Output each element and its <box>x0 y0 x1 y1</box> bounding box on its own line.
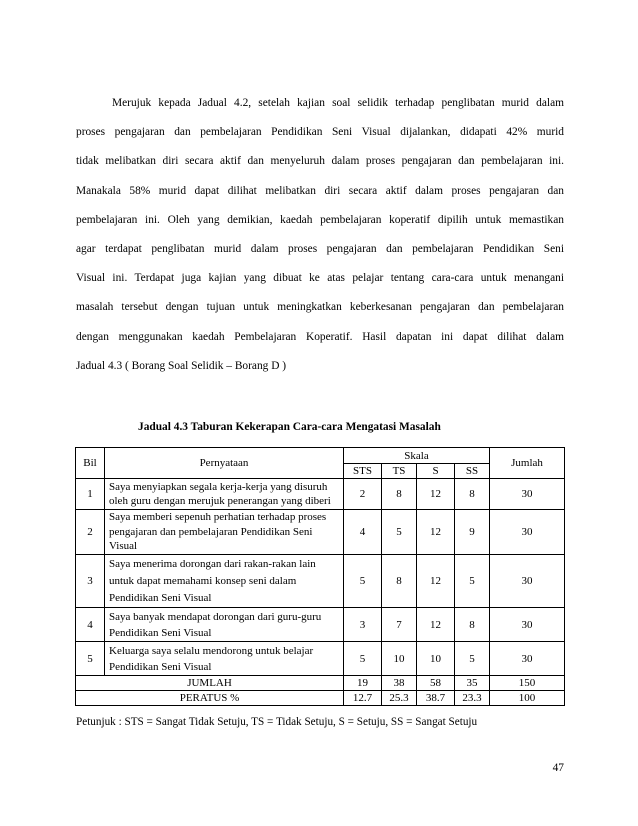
statement-line: Pendidikan Seni Visual <box>109 591 212 604</box>
statement-line: Keluarga saya selalu mendorong untuk belajar <box>109 644 314 657</box>
cell-s: 58 <box>417 676 455 691</box>
statement-line: pengajaran dan pembelajaran Pendidikan Seni <box>109 525 313 538</box>
statement-line: Pendidikan Seni Visual <box>109 626 212 639</box>
table-row <box>76 608 565 642</box>
header-s: S <box>417 464 455 479</box>
header-bil: Bil <box>76 448 105 479</box>
cell-ts: 8 <box>382 555 417 608</box>
frequency-table <box>75 447 565 706</box>
paragraph-line: Jadual 4.3 ( Borang Soal Selidik – Borang D ) <box>76 359 287 372</box>
paragraph-line: Merujuk kepada Jadual 4.2, setelah kajian soal selidik terhadap penglibatan murid dalam <box>112 97 564 109</box>
cell-sts: 2 <box>344 479 382 510</box>
cell-bil: 1 <box>76 479 105 510</box>
cell-sts: 5 <box>344 642 382 676</box>
cell-ss: 23.3 <box>455 691 490 706</box>
statement-line: oleh guru dengan merujuk penerangan yang diberi <box>109 495 331 507</box>
cell-bil: 4 <box>76 608 105 642</box>
cell-ts: 25.3 <box>382 691 417 706</box>
cell-ss: 35 <box>455 676 490 691</box>
paragraph-line: tidak melibatkan diri secara aktif dan menyeluruh dalam proses pengajaran dan pembelajaran ini. <box>76 155 564 168</box>
cell-s: 12 <box>417 510 455 555</box>
statement-line: Saya memberi sepenuh perhatian terhadap proses <box>109 511 327 524</box>
statement-line: Visual <box>109 540 138 553</box>
table-caption: Jadual 4.3 Taburan Kekerapan Cara-cara Mengatasi Masalah <box>138 421 441 433</box>
statement-line: Saya menerima dorongan dari rakan-rakan lain <box>109 557 316 570</box>
table-row <box>76 510 565 555</box>
cell-sts: 12.7 <box>344 691 382 706</box>
cell-jumlah: 30 <box>490 642 565 676</box>
table-legend-note: Petunjuk : STS = Sangat Tidak Setuju, TS = Tidak Setuju, S = Setuju, SS = Sangat Setuju <box>76 716 478 728</box>
table-row <box>76 642 565 676</box>
cell-ts: 38 <box>382 676 417 691</box>
cell-s: 10 <box>417 642 455 676</box>
header-skala: Skala <box>344 448 490 464</box>
cell-pernyataan <box>105 642 344 676</box>
header-jumlah: Jumlah <box>490 448 565 479</box>
cell-jumlah: 100 <box>490 691 565 706</box>
jumlah-row <box>76 676 565 691</box>
table-row <box>76 555 565 608</box>
cell-s: 12 <box>417 608 455 642</box>
cell-bil: 3 <box>76 555 105 608</box>
paragraph-line: Manakala 58% murid dapat dilihat melibatkan diri secara aktif dalam proses pengajaran dan <box>76 184 564 197</box>
cell-ts: 10 <box>382 642 417 676</box>
body-paragraph <box>76 89 564 381</box>
cell-pernyataan <box>105 510 344 555</box>
header-ts: TS <box>382 464 417 479</box>
statement-line: Saya menyiapkan segala kerja-kerja yang disuruh <box>109 480 328 493</box>
cell-ts: 7 <box>382 608 417 642</box>
cell-ss: 9 <box>455 510 490 555</box>
header-sts: STS <box>344 464 382 479</box>
cell-ss: 5 <box>455 555 490 608</box>
cell-sts: 4 <box>344 510 382 555</box>
statement-line: Saya banyak mendapat dorongan dari guru-guru <box>109 610 322 623</box>
page-number: 47 <box>552 762 564 774</box>
cell-sts: 19 <box>344 676 382 691</box>
cell-jumlah: 30 <box>490 608 565 642</box>
cell-pernyataan <box>105 479 344 510</box>
cell-bil: 5 <box>76 642 105 676</box>
jumlah-label: JUMLAH <box>76 676 344 691</box>
cell-ts: 5 <box>382 510 417 555</box>
paragraph-line: masalah tersebut dengan tujuan untuk meningkatkan keberkesanan pengajaran dan pembelajaran <box>76 301 564 314</box>
cell-jumlah: 30 <box>490 510 565 555</box>
cell-s: 12 <box>417 555 455 608</box>
header-ss: SS <box>455 464 490 479</box>
paragraph-line: dengan menggunakan kaedah Pembelajaran Koperatif. Hasil dapatan ini dapat dilihat dalam <box>76 330 564 343</box>
table-header-row <box>76 448 565 464</box>
cell-ts: 8 <box>382 479 417 510</box>
cell-pernyataan <box>105 608 344 642</box>
peratus-label: PERATUS % <box>76 691 344 706</box>
cell-sts: 3 <box>344 608 382 642</box>
paragraph-line: agar terdapat penglibatan murid dalam proses pengajaran dan pembelajaran Pendidikan Seni <box>76 242 564 255</box>
statement-line: untuk dapat memahami konsep seni dalam <box>109 574 297 587</box>
cell-sts: 5 <box>344 555 382 608</box>
cell-s: 38.7 <box>417 691 455 706</box>
table-row <box>76 479 565 510</box>
cell-pernyataan <box>105 555 344 608</box>
cell-jumlah: 150 <box>490 676 565 691</box>
cell-ss: 5 <box>455 642 490 676</box>
cell-bil: 2 <box>76 510 105 555</box>
paragraph-line: Visual ini. Terdapat juga kajian yang dibuat ke atas pelajar tentang cara-cara untuk menangani <box>76 272 564 285</box>
paragraph-line: pembelajaran ini. Oleh yang demikian, kaedah pembelajaran koperatif dipilih untuk memastikan <box>76 213 564 226</box>
peratus-row <box>76 691 565 706</box>
header-pernyataan: Pernyataan <box>105 448 344 479</box>
cell-jumlah: 30 <box>490 555 565 608</box>
cell-s: 12 <box>417 479 455 510</box>
statement-line: Pendidikan Seni Visual <box>109 660 212 673</box>
cell-ss: 8 <box>455 608 490 642</box>
cell-ss: 8 <box>455 479 490 510</box>
paragraph-line: proses pengajaran dan pembelajaran Pendidikan Seni Visual dijalankan, didapati 42% murid <box>76 126 564 139</box>
cell-jumlah: 30 <box>490 479 565 510</box>
